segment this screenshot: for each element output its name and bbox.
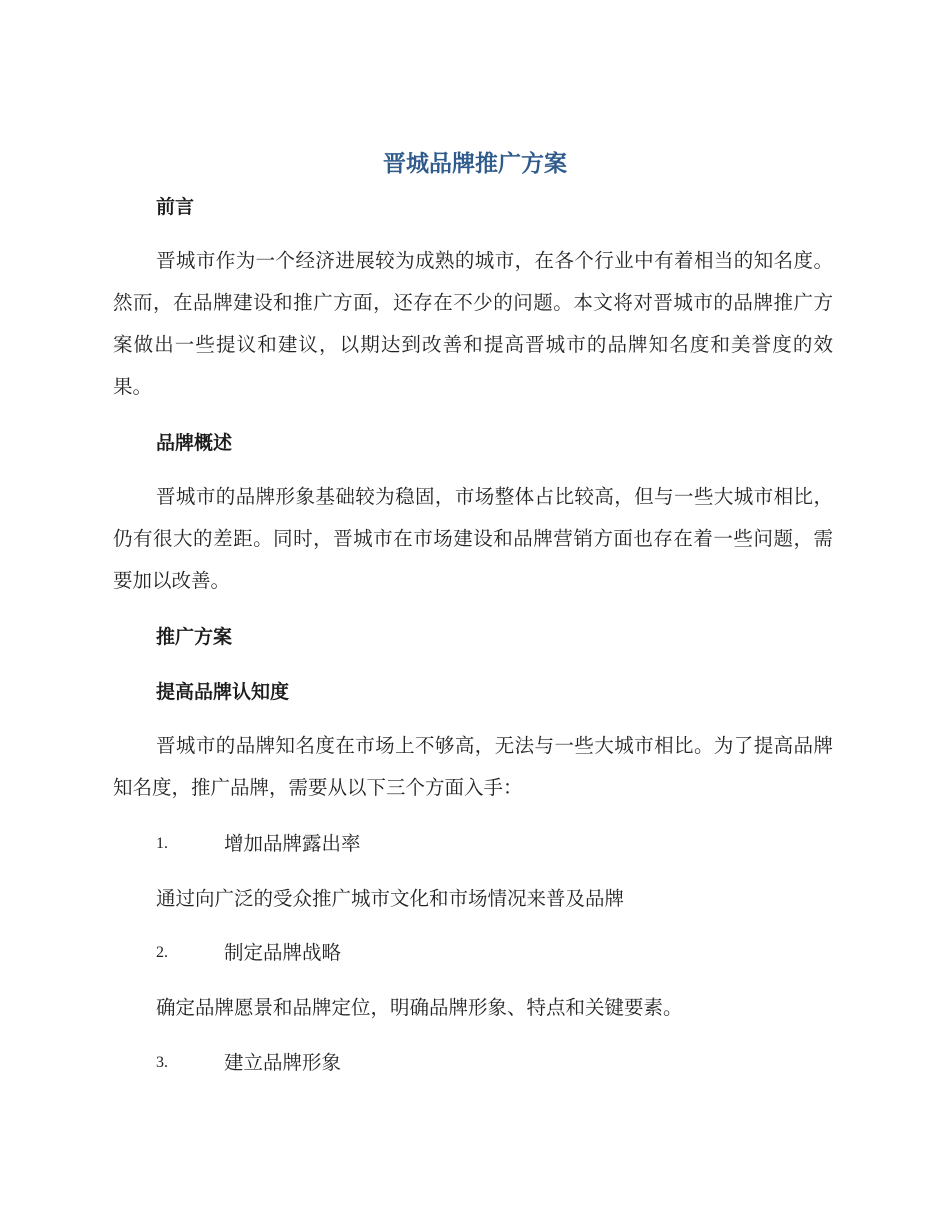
document-title: 晋城品牌推广方案: [383, 151, 567, 177]
paragraph-overview: 晋城市的品牌形象基础较为稳固，市场整体占比较高，但与一些大城市相比，仍有很大的差距。同时，晋城市在市场建设和品牌营销方面也存在着一些问题，需要加以改善。: [113, 485, 833, 592]
list-item-label: 制定品牌战略: [224, 941, 342, 964]
paragraph-preface: 晋城市作为一个经济进展较为成熟的城市，在各个行业中有着相当的知名度。然而，在品牌建设和推广方面，还存在不少的问题。本文将对晋城市的品牌推广方案做出一些提议和建议，以期达到改善和提高晋城市的品牌知名度和美誉度的效果。: [113, 249, 833, 398]
list-item-description: 通过向广泛的受众推广城市文化和市场情况来普及品牌: [156, 887, 625, 910]
list-item-label: 建立品牌形象: [224, 1051, 342, 1074]
heading-overview: 品牌概述: [156, 432, 233, 454]
list-item-description: 确定品牌愿景和品牌定位，明确品牌形象、特点和关键要素。: [156, 996, 683, 1019]
list-item-label: 增加品牌露出率: [224, 832, 361, 855]
list-number: 3.: [156, 1054, 168, 1071]
paragraph-awareness: 晋城市的品牌知名度在市场上不够高，无法与一些大城市相比。为了提高品牌知名度，推广品牌，需要从以下三个方面入手：: [113, 734, 833, 799]
list-number: 2.: [156, 944, 168, 961]
list-number: 1.: [156, 835, 168, 852]
heading-plan: 推广方案: [156, 626, 233, 648]
heading-awareness: 提高品牌认知度: [156, 681, 290, 703]
heading-preface: 前言: [156, 196, 195, 218]
